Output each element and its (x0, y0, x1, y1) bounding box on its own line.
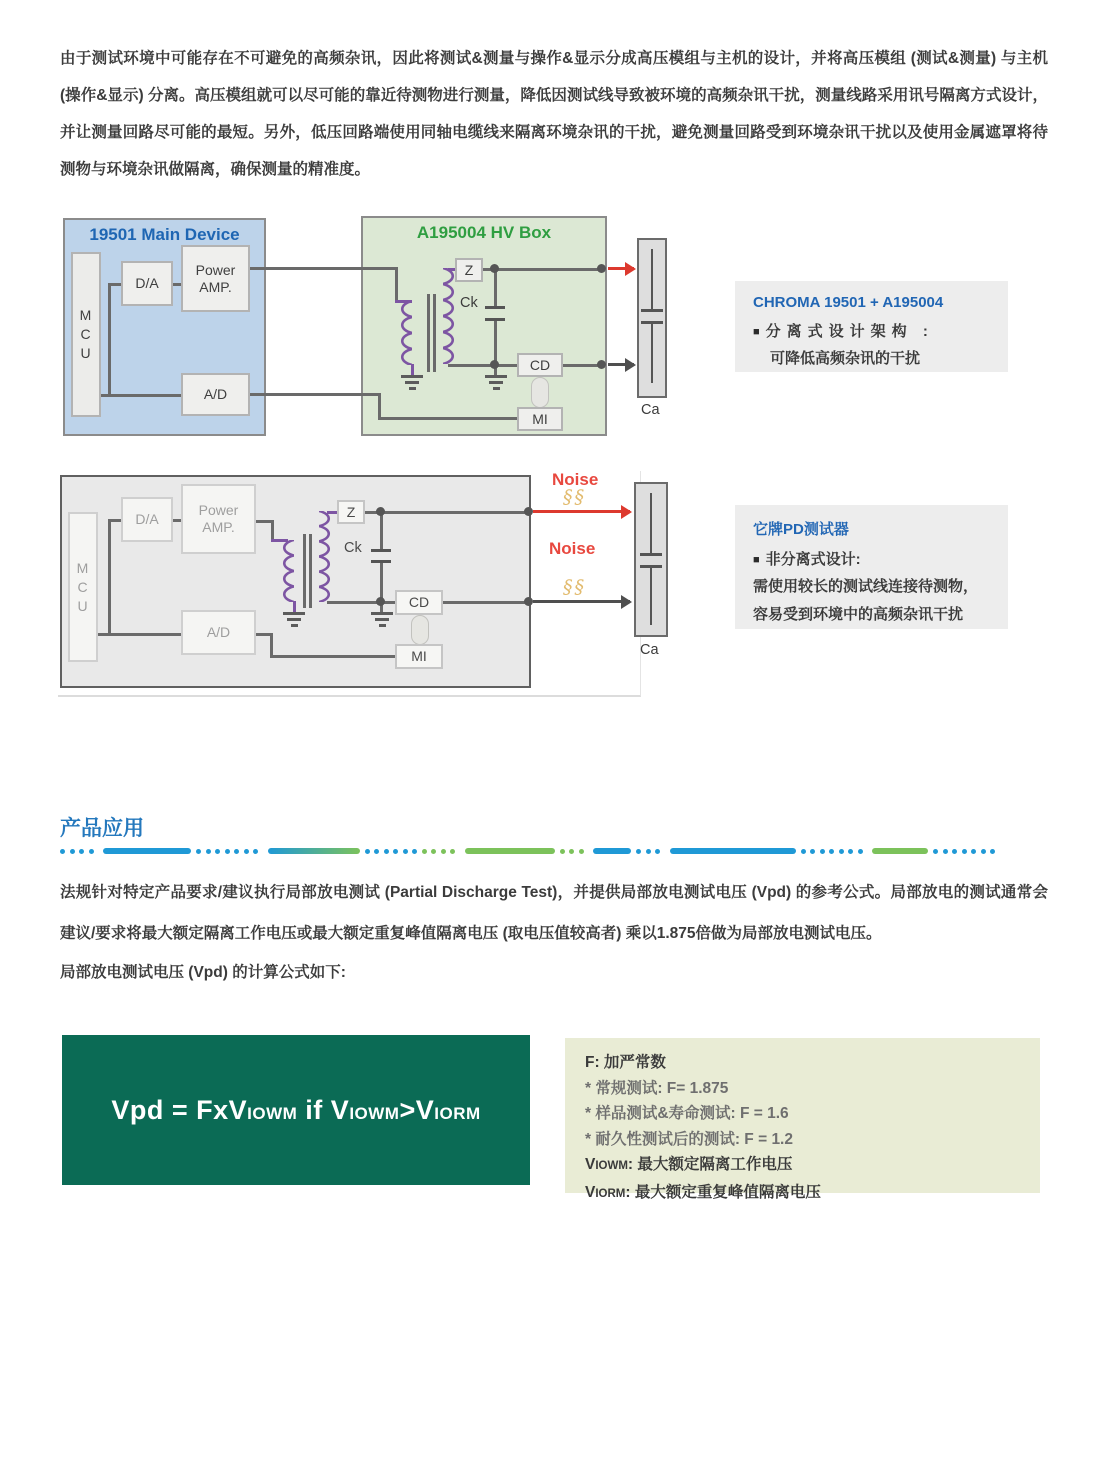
wire (270, 655, 395, 658)
noise-label: Noise (549, 539, 596, 558)
junction-dot (597, 264, 606, 273)
junction-dot (376, 507, 385, 516)
wire (108, 519, 122, 522)
callout-detail: 需使用较长的测试线连接待测物， (753, 578, 979, 595)
wire (98, 633, 182, 636)
junction-dot (597, 360, 606, 369)
winding-icon (443, 268, 456, 364)
wire (378, 393, 381, 419)
junction-dot (490, 360, 499, 369)
bullet-square-icon: ■ (753, 326, 760, 338)
capacitor-icon (371, 549, 391, 552)
capacitor-lead (650, 493, 653, 553)
ground-icon (400, 375, 424, 393)
bullet-square-icon: ■ (753, 554, 760, 566)
ground-icon (370, 612, 394, 630)
block-z-label: Z (346, 503, 356, 520)
callout-title: 它牌PD测试器 (753, 521, 849, 538)
block-ad-label: A/D (203, 386, 228, 402)
block-da (121, 497, 173, 542)
block-z (455, 258, 483, 282)
black-arrow-icon (608, 363, 634, 366)
capacitor-icon (485, 318, 505, 321)
winding-icon (319, 511, 332, 602)
callout-bullet (753, 548, 990, 569)
wire (494, 268, 497, 308)
wire (108, 283, 111, 397)
wire (365, 511, 529, 514)
block-cd (395, 590, 443, 615)
block-ad (181, 373, 250, 416)
wire (378, 417, 518, 420)
junction-dot (524, 507, 533, 516)
noise-spark-icon: §§ (563, 576, 586, 598)
callout-detail: 容易受到环境中的高频杂讯干扰 (753, 606, 964, 623)
junction-dot (524, 597, 533, 606)
callout-separated-design (735, 281, 1008, 372)
wire (250, 267, 398, 270)
callout-title: CHROMA 19501 + A195004 (753, 294, 944, 311)
hv-box-panel (361, 216, 607, 436)
capacitor-plate (640, 553, 662, 556)
callout-detail: 可降低高频杂讯的干扰 (770, 350, 921, 367)
section-divider (60, 847, 1048, 855)
black-arrow-icon (533, 600, 630, 603)
wire (411, 364, 414, 375)
capacitor-lead (651, 249, 654, 309)
transformer-core (427, 294, 430, 372)
wire (395, 267, 398, 303)
block-mi-label: MI (411, 648, 427, 664)
winding-icon (399, 301, 412, 365)
legend-line: F: 加严常数 (585, 1054, 666, 1071)
block-z (337, 500, 365, 524)
ground-icon (282, 612, 306, 630)
block-mcu-label: MCU (79, 307, 93, 361)
capacitor-icon (485, 306, 505, 309)
block-ad-label: A/D (206, 624, 231, 640)
block-da (121, 261, 173, 306)
winding-icon (281, 540, 294, 602)
wire (443, 601, 529, 604)
block-da-label: D/A (135, 511, 159, 527)
transformer-core (309, 534, 312, 608)
ground-icon (484, 375, 508, 393)
noise-spark-icon: §§ (563, 486, 586, 508)
block-cd (517, 353, 563, 377)
vpd-formula-box (62, 1035, 530, 1185)
applications-paragraph: 法规针对特定产品要求/建议执行局部放电测试 (Partial Discharge Test)，并提供局部放电测试电压 (Vpd) 的参考公式。局部放电的测试通常会建议/要求将最大额定隔离工作电压或最大额定重复峰值隔离电压 (取电压值较高者) 乘以1.875倍做为局部放电测试电压。 (60, 884, 1048, 942)
wire (494, 319, 497, 366)
legend-line: VIORM: 最大额定重复峰值隔离电压 (585, 1183, 821, 1201)
coupler-icon (531, 377, 549, 408)
legend-line: * 耐久性测试后的测试: F = 1.2 (585, 1130, 793, 1148)
block-power-amp (181, 245, 250, 312)
block-power-amp-label: Power AMP. (198, 502, 239, 535)
wire (483, 268, 602, 271)
hv-box-title: A195004 HV Box (416, 223, 552, 242)
ck-label: Ck (460, 295, 478, 311)
ca-capacitor (634, 482, 668, 637)
wire (293, 601, 296, 612)
ca-label: Ca (641, 402, 660, 418)
junction-dot (376, 597, 385, 606)
noise-label: Noise (552, 470, 599, 489)
block-mcu (68, 512, 98, 662)
callout-other-tester (735, 505, 1008, 629)
vpd-formula: Vpd = FxVIOWM if VIOWM>VIORM (111, 1094, 481, 1125)
capacitor-plate (641, 309, 663, 312)
formula-legend-box (565, 1038, 1040, 1201)
coupler-icon (411, 615, 429, 645)
block-mi (517, 407, 563, 431)
ck-label: Ck (344, 540, 362, 556)
callout-bullet-text: 非分离式设计: (765, 551, 861, 568)
main-device-title: 19501 Main Device (89, 225, 240, 244)
legend-line: * 常规测试: F= 1.875 (585, 1079, 729, 1097)
callout-bullet-text: 分离式设计架构 : (765, 323, 934, 340)
block-cd-label: CD (408, 594, 430, 610)
block-da-label: D/A (135, 275, 159, 291)
junction-dot (490, 264, 499, 273)
capacitor-icon (371, 560, 391, 563)
red-arrow-icon (533, 510, 630, 513)
legend-line: * 样品测试&寿命测试: F = 1.6 (585, 1105, 789, 1122)
capacitor-lead (650, 567, 653, 625)
block-ad (181, 610, 256, 655)
intro-paragraph: 由于测试环境中可能存在不可避免的高频杂讯，因此将测试&测量与操作&显示分成高压模组与主机的设计，并将高压模组 (测试&测量) 与主机 (操作&显示) 分离。高压模组就可以尽可能的靠近待测物进行测量，降低因测试线导致被环境的高频杂讯干扰，测量线路采用讯号隔离方式设计，并让测量回路尽可能的最短。另外，低压回路端使用同轴电缆线来隔离环境杂讯的干扰，避免测量回路受到环境杂讯干扰以及使用金属遮罩将待测物与环境杂讯做隔离，确保测量的精准度。 (60, 50, 1048, 178)
legend-line: VIOWM: 最大额定隔离工作电压 (585, 1156, 793, 1173)
block-z-label: Z (464, 261, 474, 278)
wire (108, 283, 122, 286)
block-power-amp-label: Power AMP. (195, 261, 236, 295)
block-mcu (71, 252, 101, 417)
wire (101, 394, 182, 397)
block-cd-label: CD (529, 356, 551, 373)
block-mi (395, 644, 443, 669)
ca-capacitor (637, 238, 667, 398)
capacitor-lead (651, 323, 654, 383)
wire (448, 364, 518, 367)
wire (380, 511, 383, 551)
ca-label: Ca (640, 642, 659, 658)
callout-bullet (753, 320, 990, 341)
wire (108, 519, 111, 636)
block-mi-label: MI (532, 410, 548, 427)
transformer-core (303, 534, 306, 608)
block-power-amp (181, 484, 256, 554)
block-mcu-label: MCU (76, 559, 90, 614)
transformer-core (433, 294, 436, 372)
applications-paragraph-2: 局部放电测试电压 (Vpd) 的计算公式如下: (60, 964, 346, 981)
wire (250, 393, 381, 396)
red-arrow-icon (608, 267, 634, 270)
section-title: 产品应用 (60, 817, 144, 840)
